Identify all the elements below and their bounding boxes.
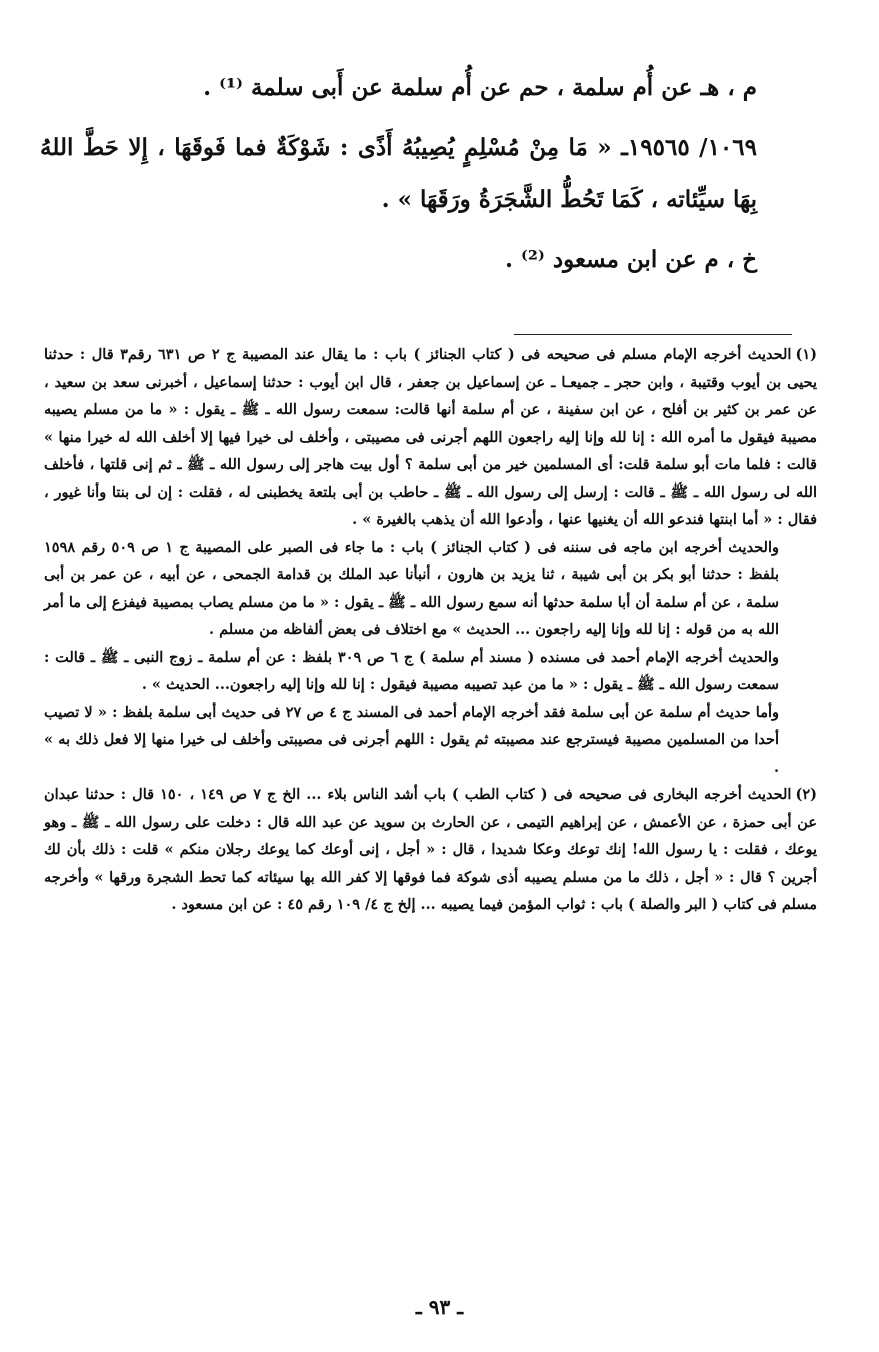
footnote-separator — [514, 334, 792, 335]
hadith-text: ١٠٦٩/ ١٩٥٦٥ـ « مَا مِنْ مُسْلِمٍ يُصِيبُهُ أَذًى : شَوْكَةٌ فما فَوقَهَا ، إِلا حَطَّ اللهُ بِهَا سيِّئاته ، كَمَا تَحُطُّ الشَّجَرَةُ ورَقَهَا » . — [40, 134, 757, 213]
footnotes — [44, 341, 817, 919]
footnote-2-number: (٢) — [795, 786, 817, 803]
main-text — [40, 62, 757, 286]
footnote-1-paragraph: الحديث أخرجه الإمام مسلم فى صحيحه فى ( كتاب الجنائز ) باب : ما يقال عند المصيبة ج ٢ ص ٦٣١ رقم٣ قال : حدثنا يحيى بن أيوب وقتيبة ، وابن حجر ـ جميعـا ـ عن إسماعيل بن جعفر ، قال ابن أيوب : حدثنا إسماعيل ، أخبرنى سعد بن سعيد ، عن عمر بن كثير بن أفلح ، عن ابن سفينة ، عن أم سلمة أنها قالت: سمعت رسول الله ـ ﷺ ـ يقول : « ما من مسلم يصيبه مصيبة فيقول ما أمره الله : إنا لله وإنا إليه راجعون اللهم أجرنى فى مصيبتى ، وأخلف لى خيرا فيها إلا أخلف الله له خيرا منها » قالت : فلما مات أبو سلمة قلت: أى المسلمين خير من أبى سلمة ؟ أول بيت هاجر إلى رسول الله ـ ﷺ ـ ثم إنى قلتها ، فأخلف الله لى رسول الله ـ ﷺ ـ قالت : إرسل إلى رسول الله ـ ﷺ ـ حاطب بن أبى بلتعة يخطبنى له ، فقلت : إن لى بنتا وأنا غيور ، فقال : « أما ابنتها فندعو الله أن يغنيها عنها ، وأدعوا الله أن يذهب بالغيرة » . — [44, 346, 817, 528]
footnote-2 — [44, 781, 817, 919]
footnote-1-paragraph: والحديث أخرجه ابن ماجه فى سننه فى ( كتاب الجنائز ) باب : ما جاء فى الصبر على المصيبة ج ١ ص ٥٠٩ رقم ١٥٩٨ بلفظ : حدثنا أبو بكر بن أبى شيبة ، ثنا يزيد بن هارون ، أنبأنا عبد الملك بن قدامة الجمحى ، عن أبيه ، عن عمر بن أبى سلمة ، عن أم سلمة أن أبا سلمة حدثها أنه سمع رسول الله ـ ﷺ ـ يقول : « ما من مسلم يصاب بمصيبة فيفزع إلى ما أمر الله به من قوله : إنا لله وإنا إليه راجعون ... الحديث » مع اختلاف فى بعض ألفاظه من مسلم . — [44, 538, 779, 638]
footnote-2-paragraph: الحديث أخرجه البخارى فى صحيحه فى ( كتاب الطب ) باب أشد الناس بلاء ... الخ ج ٧ ص ١٤٩ ، ١٥٠ قال : حدثنا عبدان عن أبى حمزة ، عن الأعمش ، عن إبراهيم التيمى ، عن الحارث بن سويد عن عبد الله قال : دخلت على رسول الله ـ ﷺ ـ وهو يوعك ، فقلت : يا رسول الله! إنك توعك وعكا شديدا ، قال : « أجل ، إنى أوعك كما يوعك رجلان منكم » قلت : ذلك بأن لك أجرين ؟ قال : « أجل ، ذلك ما من مسلم يصيبه أذى شوكة فما فوقها إلا كفر الله بها سيئاته كما تحط الشجرة ورقها » وأخرجه مسلم فى كتاب ( البر والصلة ) باب : ثواب المؤمن فيما يصيبه ... إلخ ج ٤/ ١٠٩ رقم ٤٥ : عن ابن مسعود . — [44, 786, 817, 913]
attribution-line: م ، هـ عن أُم سلمة ، حم عن أُم سلمة عن أَبى سلمة ⁽¹⁾ . — [203, 74, 757, 101]
footnote-1-number: (١) — [795, 346, 817, 363]
footnote-1 — [44, 341, 817, 534]
hadith-source: خ ، م عن ابن مسعود ⁽²⁾ . — [505, 246, 757, 273]
page-number: ـ ٩٣ ـ — [415, 1295, 464, 1319]
footnote-1-paragraph: والحديث أخرجه الإمام أحمد فى مسنده ( مسند أم سلمة ) ج ٦ ص ٣٠٩ بلفظ : عن أم سلمة ـ زوج النبى ـ ﷺ ـ قالت : سمعت رسول الله ـ ﷺ ـ يقول : « ما من عبد تصيبه مصيبة فيقول : إنا لله وإنا إليه راجعون... الحديث » . — [44, 648, 779, 693]
footnote-1-paragraph: وأما حديث أم سلمة عن أبى سلمة فقد أخرجه الإمام أحمد فى المسند ج ٤ ص ٢٧ فى حديث أبى سلمة بلفظ : « لا تصيب أحدا من المسلمين مصيبة فيسترجع عند مصيبته ثم يقول : اللهم أجرنى فى مصيبتى وأخلف لى خيرا منها إلا فعل ذلك به » . — [44, 703, 779, 776]
